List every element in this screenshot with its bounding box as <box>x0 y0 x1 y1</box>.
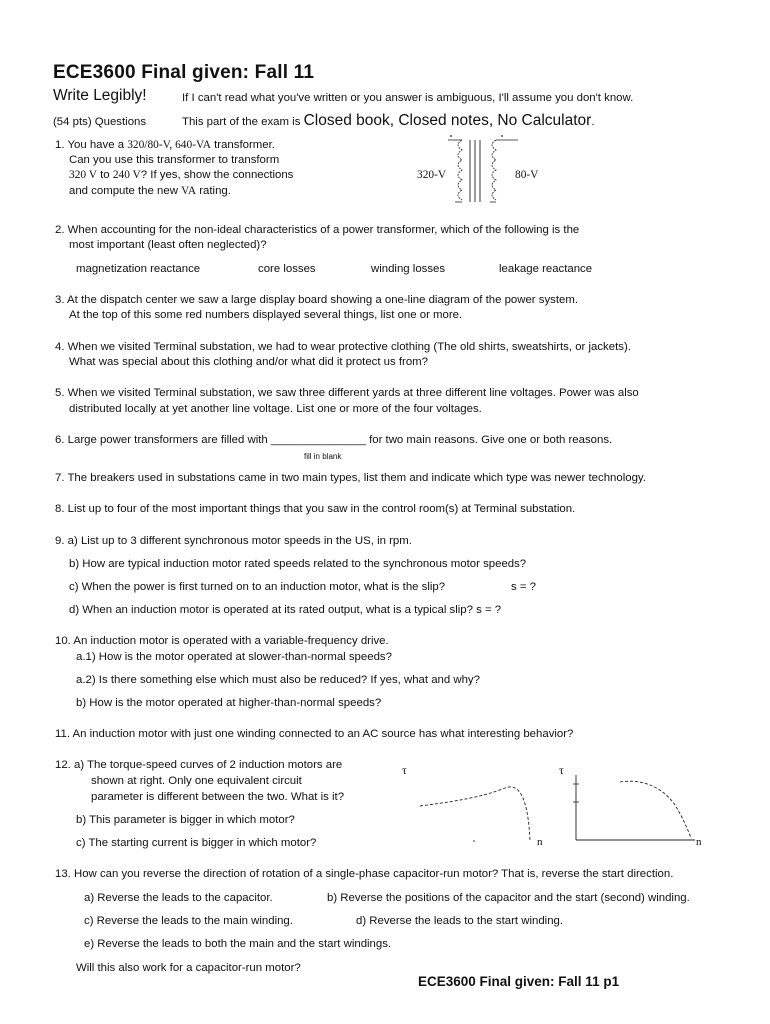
q13-option-d: d) Reverse the leads to the start winding. <box>356 915 564 927</box>
q2-line2: most important (least often neglected)? <box>69 239 267 251</box>
q1-line2: Can you use this transformer to transform <box>69 154 280 166</box>
motor2-tau-label: τ <box>559 763 564 777</box>
q1-line3 <box>69 168 293 184</box>
exam-conditions-big: Closed book, Closed notes, No Calculator <box>303 112 592 129</box>
q10-b: b) How is the motor operated at higher-than-normal speeds? <box>76 697 382 709</box>
q5-line2: distributed locally at yet another line voltage. List one or more of the four voltages. <box>69 403 482 415</box>
q1-text-a: 1. You have a <box>55 139 128 151</box>
q1-text-c: transformer. <box>210 139 275 151</box>
q12-b: b) This parameter is bigger in which motor? <box>76 814 295 826</box>
exam-conditions <box>182 113 595 131</box>
q13-option-b: b) Reverse the positions of the capacitor and the start (second) winding. <box>327 892 690 904</box>
q12-a3: parameter is different between the two. What is it? <box>91 791 345 803</box>
q10-a1: a.1) How is the motor operated at slower-than-normal speeds? <box>76 651 392 663</box>
q3-line1: 3. At the dispatch center we saw a large display board showing a one-line diagram of the power system. <box>55 294 578 306</box>
motor2-n-label: n <box>696 836 702 848</box>
q5-line1: 5. When we visited Terminal substation, we saw three different yards at three different line voltages. Power was also <box>55 387 639 399</box>
q9-c-slip: s = ? <box>511 581 537 593</box>
q1-to: to <box>96 169 113 181</box>
q9-c: c) When the power is first turned on to an induction motor, what is the slip? <box>69 581 446 593</box>
q9-d: d) When an induction motor is operated at its rated output, what is a typical slip? s = ? <box>69 604 502 616</box>
q8-text: 8. List up to four of the most important things that you saw in the control room(s) at Terminal substation. <box>55 503 576 515</box>
q9-b: b) How are typical induction motor rated speeds related to the synchronous motor speeds? <box>69 558 527 570</box>
q2-option-3: winding losses <box>371 263 446 275</box>
q1-line4 <box>69 184 231 200</box>
transformer-symbol <box>440 132 530 212</box>
q1-rest: ? If yes, show the connections <box>140 169 294 181</box>
exam-title: ECE3600 Final given: Fall 11 <box>53 62 315 83</box>
q1-l4a: and compute the new <box>69 185 182 197</box>
q9-a: 9. a) List up to 3 different synchronous motor speeds in the US, in rpm. <box>55 535 412 547</box>
q12-a2: shown at right. Only one equivalent circuit <box>91 775 302 787</box>
q7-text: 7. The breakers used in substations came in two main types, list them and indicate which type was newer technology. <box>55 472 646 484</box>
q13-option-c: c) Reverse the leads to the main winding. <box>84 915 293 927</box>
points-label: (54 pts) Questions <box>53 116 147 128</box>
q6-line1: 6. Large power transformers are filled with _______________ for two main reasons. Give one or both reasons. <box>55 434 613 446</box>
page-footer: ECE3600 Final given: Fall 11 p1 <box>418 974 620 989</box>
torque-speed-curve-motor1 <box>410 770 550 850</box>
q2-option-2: core losses <box>258 263 316 275</box>
q4-line2: What was special about this clothing and/or what did it protect us from? <box>69 356 428 368</box>
q12-a1: 12. a) The torque-speed curves of 2 induction motors are <box>55 759 343 771</box>
q1-v1: 320 V <box>69 169 97 181</box>
q1-va: VA <box>181 185 197 197</box>
q1-rating: 320/80-V, 640-VA <box>127 139 211 151</box>
q4-line1: 4. When we visited Terminal substation, we had to wear protective clothing (The old shirts, sweatshirts, or jackets). <box>55 341 631 353</box>
q1-line1 <box>55 138 275 154</box>
q2-option-4: leakage reactance <box>499 263 593 275</box>
exam-conditions-suffix: . <box>591 116 595 128</box>
exam-conditions-prefix: This part of the exam is <box>182 116 304 128</box>
legibility-note: If I can't read what you've written or you answer is ambiguous, I'll assume you don't know. <box>182 92 634 104</box>
q2-option-1: magnetization reactance <box>76 263 201 275</box>
q13-option-e: e) Reverse the leads to both the main and the start windings. <box>84 938 392 950</box>
q12-c: c) The starting current is bigger in which motor? <box>76 837 317 849</box>
q13-followup: Will this also work for a capacitor-run motor? <box>76 962 301 974</box>
q1-v2: 240 V <box>112 169 141 181</box>
q13-intro: 13. How can you reverse the direction of rotation of a single-phase capacitor-run motor? That is, reverse the start direction. <box>55 868 674 880</box>
write-legibly: Write Legibly! <box>53 87 147 104</box>
q10-a2: a.2) Is there something else which must also be reduced? If yes, what and why? <box>76 674 480 686</box>
transformer-secondary-label: 80-V <box>515 169 539 181</box>
transformer-primary-label: 320-V <box>417 169 447 181</box>
motor1-n-label: n <box>537 836 543 848</box>
q1-l4c: rating. <box>196 185 231 197</box>
motor1-tau-label: τ <box>402 763 407 777</box>
q13-option-a: a) Reverse the leads to the capacitor. <box>84 892 273 904</box>
torque-speed-curve-motor2 <box>565 770 705 850</box>
q6-fill-note: fill in blank <box>304 452 342 461</box>
q10-intro: 10. An induction motor is operated with a variable-frequency drive. <box>55 635 389 647</box>
q3-line2: At the top of this some red numbers displayed several things, list one or more. <box>69 309 463 321</box>
q11-text: 11. An induction motor with just one winding connected to an AC source has what interesting behavior? <box>55 728 574 740</box>
q2-line1: 2. When accounting for the non-ideal characteristics of a power transformer, which of the following is the <box>55 224 580 236</box>
